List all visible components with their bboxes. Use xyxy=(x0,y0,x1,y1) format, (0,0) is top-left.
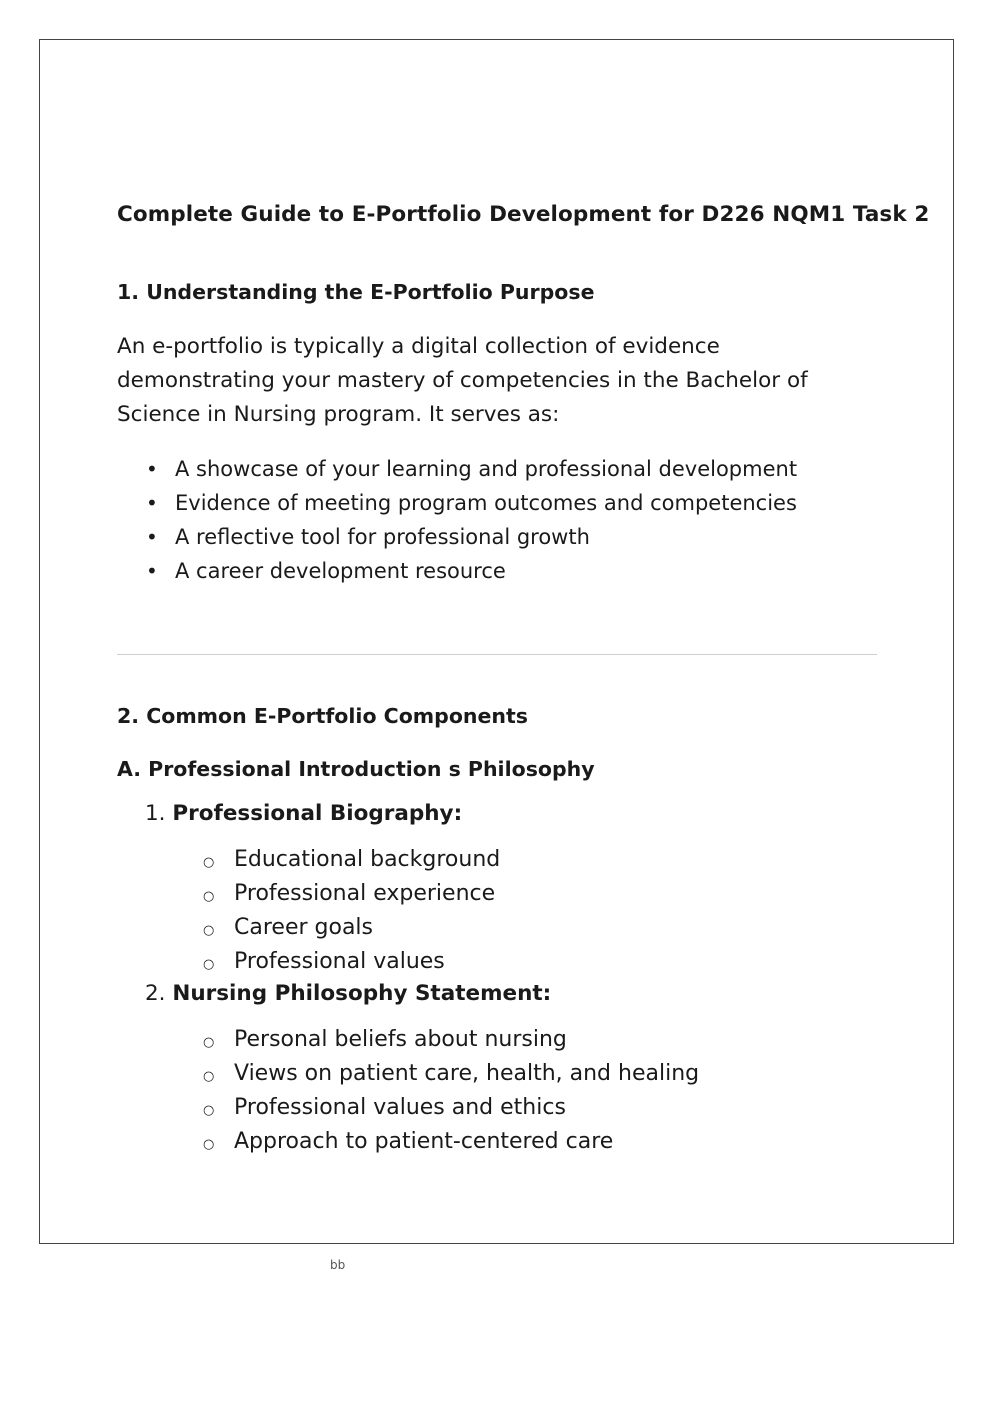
item-number: 1. xyxy=(145,801,166,826)
document-title: Complete Guide to E-Portfolio Development for D226 NQM1 Task 2 xyxy=(117,202,930,227)
nursing-philosophy-heading xyxy=(145,981,551,1006)
circle-bullet-icon: ○ xyxy=(203,1103,215,1118)
section-2-heading: 2. Common E-Portfolio Components xyxy=(117,704,529,728)
list-item-text: Professional values xyxy=(234,949,445,974)
section-1-paragraph: An e-portfolio is typically a digital collection of evidence demonstrating your mastery of competencies in the Bachelor of Science in Nursing program. It serves as: xyxy=(117,334,808,427)
list-item xyxy=(203,1125,699,1159)
purpose-bullet-list xyxy=(117,452,797,588)
circle-bullet-icon: ○ xyxy=(203,855,215,870)
circle-bullet-icon: ○ xyxy=(203,889,215,904)
list-item-text: A reflective tool for professional growth xyxy=(175,525,590,549)
list-item-text: Professional values and ethics xyxy=(234,1095,566,1120)
bullet-icon: • xyxy=(146,525,158,549)
circle-bullet-icon: ○ xyxy=(203,957,215,972)
list-item-text: Professional experience xyxy=(234,881,496,906)
item-label: Professional Biography: xyxy=(172,801,463,826)
list-item xyxy=(117,486,797,520)
circle-bullet-icon: ○ xyxy=(203,923,215,938)
list-item xyxy=(117,452,797,486)
circle-bullet-icon: ○ xyxy=(203,1137,215,1152)
page-footer: bb xyxy=(330,1258,346,1272)
list-item-text: Views on patient care, health, and healing xyxy=(234,1061,700,1086)
bullet-icon: • xyxy=(146,559,158,583)
item-number: 2. xyxy=(145,981,166,1006)
list-item-text: Educational background xyxy=(234,847,501,872)
philosophy-points-list xyxy=(203,1023,699,1159)
list-item xyxy=(203,1091,699,1125)
item-label: Nursing Philosophy Statement: xyxy=(172,981,552,1006)
subsection-a-heading: A. Professional Introduction s Philosophy xyxy=(117,757,595,781)
list-item xyxy=(203,843,500,877)
list-item-text: A showcase of your learning and professional development xyxy=(175,457,798,481)
circle-bullet-icon: ○ xyxy=(203,1069,215,1084)
circle-bullet-icon: ○ xyxy=(203,1035,215,1050)
list-item xyxy=(203,1057,699,1091)
list-item xyxy=(117,520,797,554)
list-item-text: Approach to patient-centered care xyxy=(234,1129,614,1154)
list-item-text: A career development resource xyxy=(175,559,506,583)
list-item xyxy=(203,877,500,911)
list-item-text: Career goals xyxy=(234,915,373,940)
bullet-icon: • xyxy=(146,457,158,481)
section-1-heading: 1. Understanding the E-Portfolio Purpose xyxy=(117,280,595,304)
list-item xyxy=(203,945,500,979)
list-item xyxy=(203,1023,699,1057)
list-item xyxy=(117,554,797,588)
list-item-text: Evidence of meeting program outcomes and competencies xyxy=(175,491,797,515)
list-item-text: Personal beliefs about nursing xyxy=(234,1027,567,1052)
biography-points-list xyxy=(203,843,500,979)
list-item xyxy=(203,911,500,945)
professional-biography-heading xyxy=(145,801,462,826)
horizontal-divider xyxy=(117,654,877,655)
bullet-icon: • xyxy=(146,491,158,515)
